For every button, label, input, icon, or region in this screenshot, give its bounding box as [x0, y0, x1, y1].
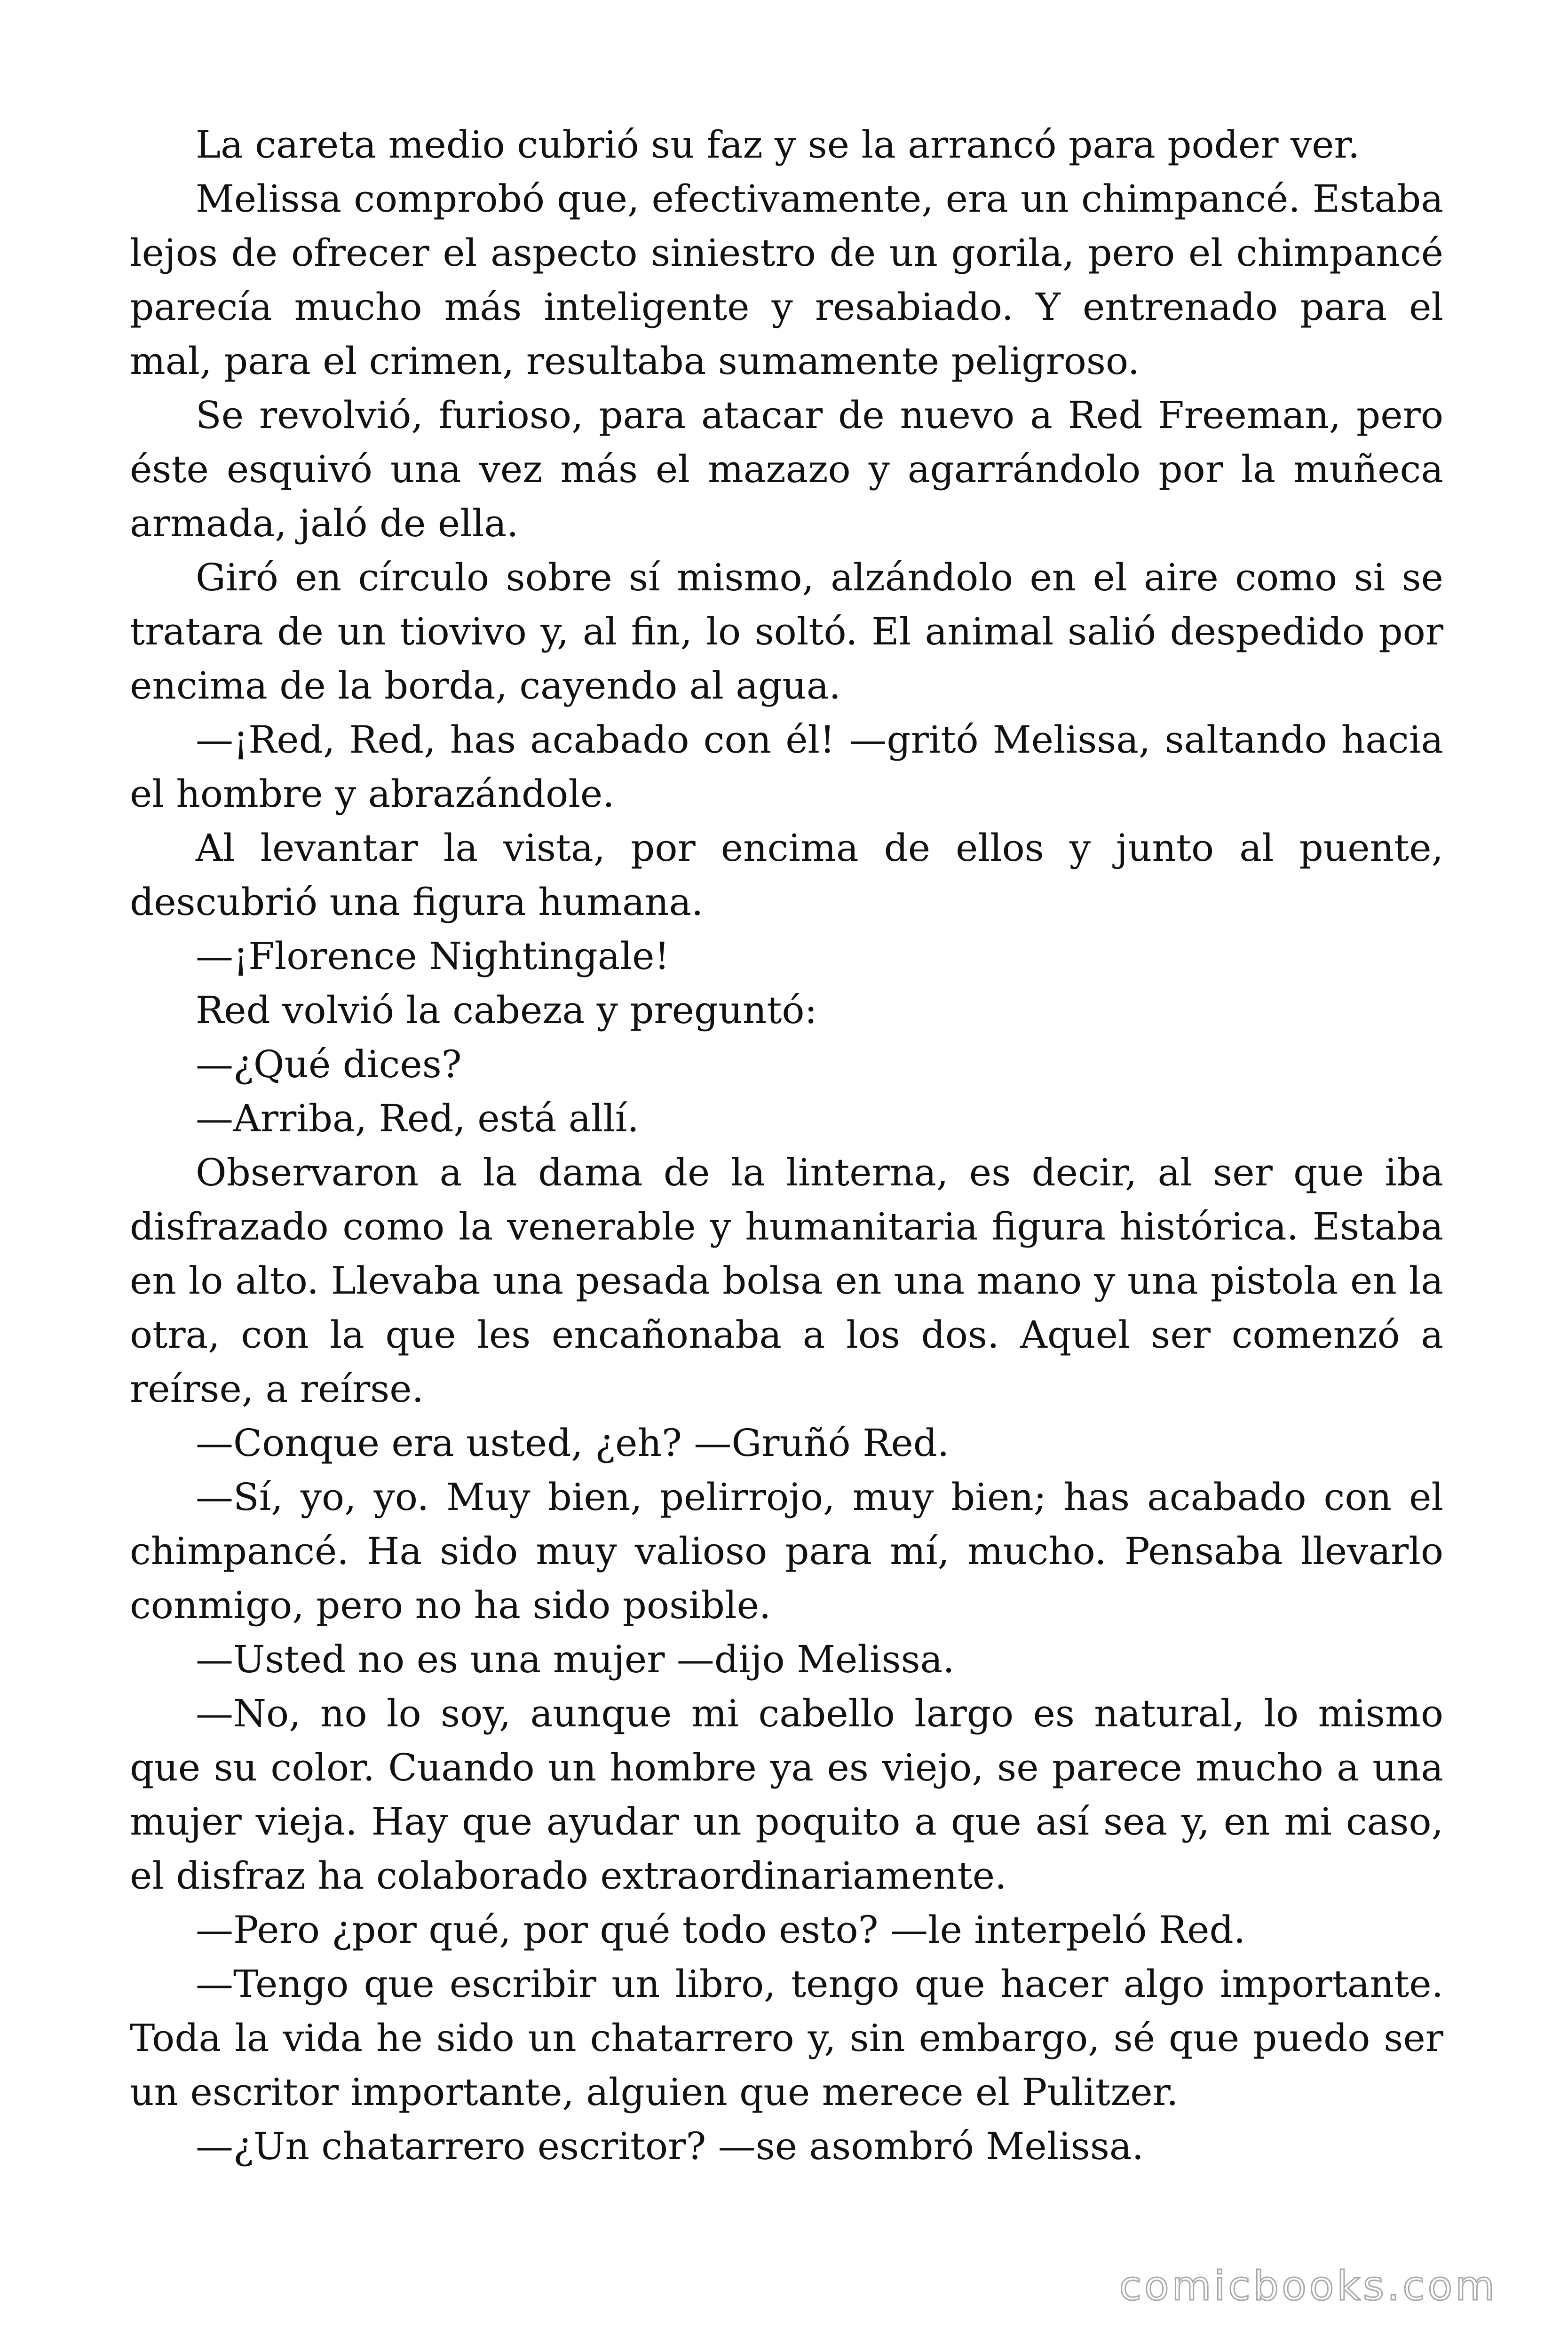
paragraph: La careta medio cubrió su faz y se la arrancó para poder ver. — [196, 123, 1360, 167]
paragraph: —Pero ¿por qué, por qué todo esto? —le interpeló Red. — [196, 1908, 1246, 1952]
paragraph: —Tengo que escribir un libro, tengo que hacer algo importante. Toda la vida he sido un chatarrero y, sin embargo, sé que puedo ser un escritor importante, alguien que merece el Pulitzer. — [130, 1962, 1443, 2114]
paragraph: —Conque era usted, ¿eh? —Gruñó Red. — [196, 1421, 950, 1465]
paragraph: Melissa comprobó que, efectivamente, era un chimpancé. Estaba lejos de ofrecer el aspecto siniestro de un gorila, pero el chimpancé parecía mucho más inteligente y resabiado. Y entrenado para el mal, para el crimen, resultaba sumamente peligroso. — [130, 177, 1443, 383]
paragraph: —¡Florence Nightingale! — [196, 934, 670, 978]
paragraph: Observaron a la dama de la linterna, es decir, al ser que iba disfrazado como la venerable y humanitaria figura histórica. Estaba en lo alto. Llevaba una pesada bolsa en una mano y una pistola en la otra, con la que les encañonaba a los dos. Aquel ser comenzó a reírse, a reírse. — [130, 1151, 1443, 1411]
paragraph: —¿Un chatarrero escritor? —se asombró Melissa. — [196, 2124, 1144, 2168]
paragraph: —No, no lo soy, aunque mi cabello largo es natural, lo mismo que su color. Cuando un hombre ya es viejo, se parece mucho a una mujer vieja. Hay que ayudar un poquito a que así sea y, en mi caso, el disfraz ha colaborado extraordinariamente. — [130, 1692, 1443, 1898]
paragraph: Red volvió la cabeza y preguntó: — [196, 988, 817, 1032]
watermark: comicbooks.com — [1119, 2263, 1497, 2310]
paragraph: —¿Qué dices? — [196, 1042, 462, 1086]
paragraph: —Usted no es una mujer —dijo Melissa. — [196, 1637, 955, 1681]
paragraph: Se revolvió, furioso, para atacar de nuevo a Red Freeman, pero éste esquivó una vez más el mazazo y agarrándolo por la muñeca armada, jaló de ella. — [130, 393, 1443, 545]
paragraph: —Arriba, Red, está allí. — [196, 1097, 639, 1140]
page-body — [130, 118, 1443, 2173]
paragraph: —¡Red, Red, has acabado con él! —gritó Melissa, saltando hacia el hombre y abrazándole. — [130, 718, 1443, 816]
paragraph: —Sí, yo, yo. Muy bien, pelirrojo, muy bien; has acabado con el chimpancé. Ha sido muy valioso para mí, mucho. Pensaba llevarlo conmigo, pero no ha sido posible. — [130, 1475, 1443, 1627]
paragraph: Al levantar la vista, por encima de ellos y junto al puente, descubrió una figura humana. — [130, 826, 1443, 924]
paragraph: Giró en círculo sobre sí mismo, alzándolo en el aire como si se tratara de un tiovivo y, al fin, lo soltó. El animal salió despedido por encima de la borda, cayendo al agua. — [130, 556, 1443, 707]
